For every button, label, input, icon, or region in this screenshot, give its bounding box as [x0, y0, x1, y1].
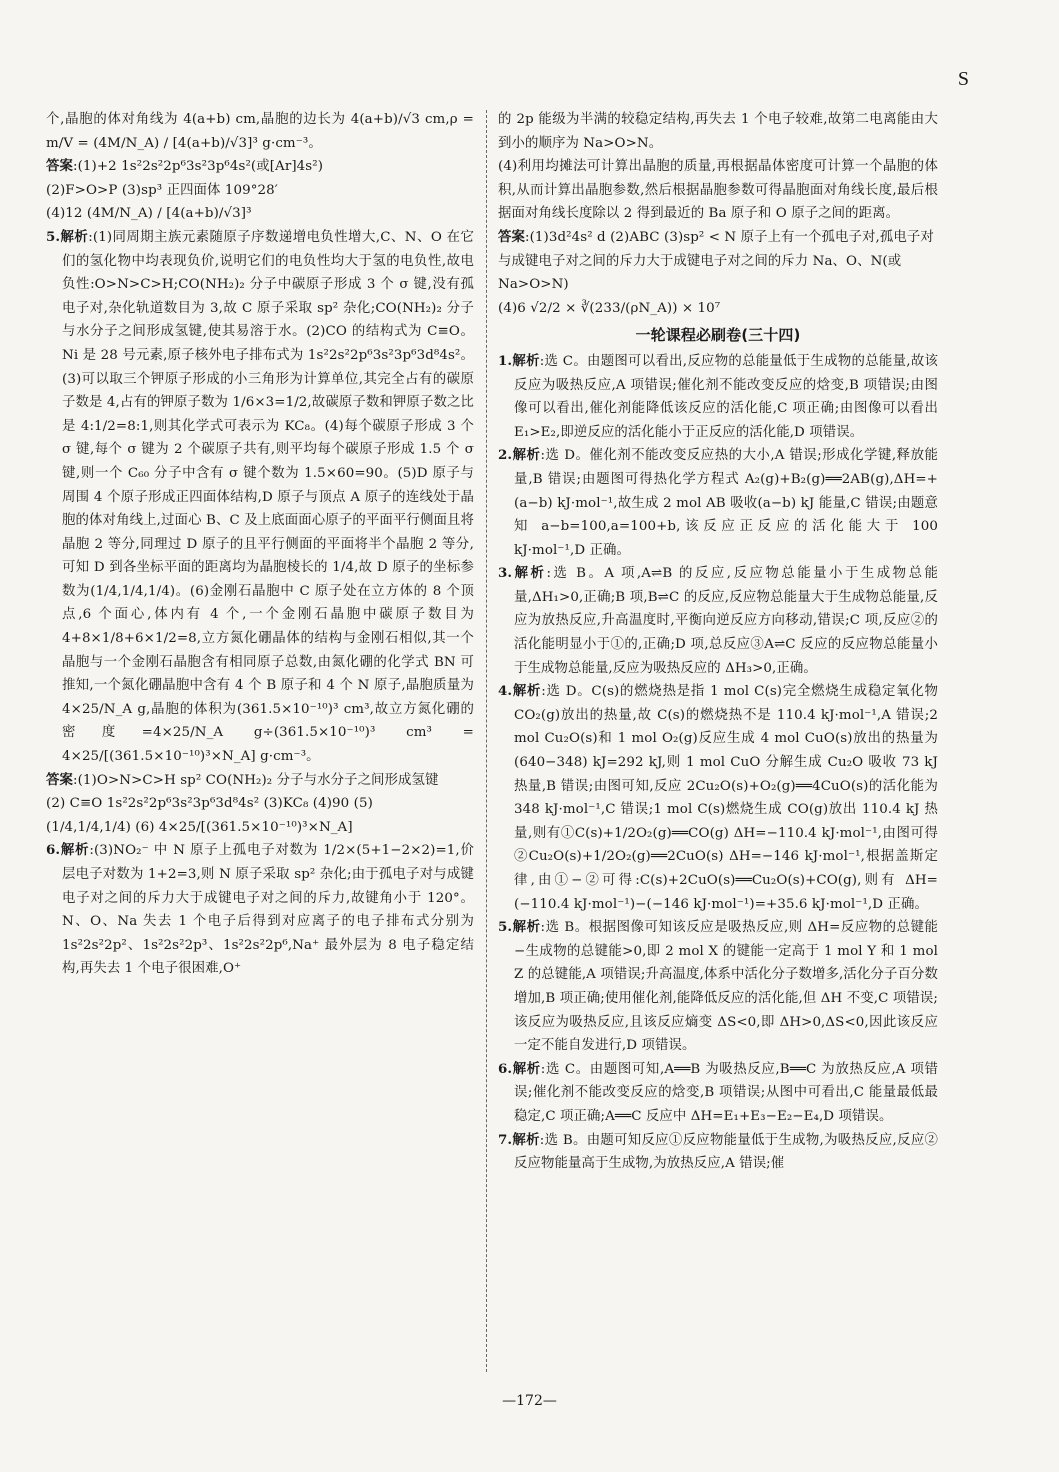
analysis-label: 解析 — [512, 352, 540, 369]
item-number: 2. — [498, 447, 513, 464]
analysis-label: 解析 — [60, 842, 90, 859]
analysis-label: 解析 — [512, 447, 541, 464]
answer-label: 答案 — [498, 228, 525, 245]
analysis-label: 解析 — [512, 1131, 540, 1148]
right-column — [498, 108, 938, 1176]
corner-mark: S — [957, 68, 969, 90]
left-column — [46, 108, 474, 981]
answer-line: :(1)O>N>C>H sp² CO(NH₂)₂ 分子与水分子之间形成氢键 — [72, 772, 439, 788]
analysis-text: :选 C。由题图可知,A══B 为吸热反应,B══C 为放热反应,A 项错误;催化剂不能改变反应的焓变,B 项错误;从图中可看出,C 能量最低最稳定,C 项正确;A══C 反应中 ΔH=E₁+E₃−E₂−E₄,D 项错误。 — [514, 1061, 938, 1124]
analysis-label: 解析 — [512, 683, 542, 700]
answer-block-4 — [46, 155, 474, 179]
item-number: 5. — [498, 919, 513, 936]
right-continuation-paragraph: 的 2p 能级为半满的较稳定结构,再失去 1 个电子较难,故第二电离能由大到小的顺序为 Na>O>N。 — [498, 112, 938, 151]
question-5-analysis — [46, 226, 474, 769]
analysis-list — [498, 350, 938, 1176]
section-title: 一轮课程必刷卷(三十四) — [635, 326, 801, 345]
answer-line-6b: (4)6 √2/2 × ∛(233/(ρN_A)) × 10⁷ — [498, 300, 721, 316]
answer-line-2: (2)F>O>P (3)sp³ 正四面体 109°28′ — [46, 182, 278, 198]
answer-line-5c: (1/4,1/4,1/4) (6) 4×25/[(361.5×10⁻¹⁰)³×N_A] — [46, 819, 353, 835]
item-number: 1. — [498, 352, 513, 369]
answer-line: :(1)+2 1s²2s²2p⁶3s²3p⁶4s²(或[Ar]4s²) — [72, 159, 324, 175]
item-number: 3. — [498, 565, 513, 582]
analysis-text: :(3)NO₂⁻ 中 N 原子上孤电子对数为 1/2×(5+1−2×2)=1,价层电子对数为 1+2=3,则 N 原子采取 sp² 杂化;由于孤电子对与成键电子对之间的斥力大于成键电子对之间的斥力,故键角小于 120°。N、O、Na 失去 1 个电子后得到对应离子的电子排布式分别为 1s²2s²2p²、1s²2s²2p³、1s²2s²2p⁶,Na⁺ 最外层为 8 电子稳定结构,再失去 1 个电子很困难,O⁺ — [62, 843, 474, 977]
analysis-item — [498, 916, 938, 1058]
analysis-text: :选 D。催化剂不能改变反应热的大小,A 错误;形成化学键,释放能量,B 错误;由题图可得热化学方程式 A₂(g)+B₂(g)══2AB(g),ΔH=+(a−b) kJ·mol⁻¹,故生成 2 mol AB 吸收(a−b) kJ 能量,C 错误;由题意知 a−b=100,a=100+b,该反应正反应的活化能大于 100 kJ·mol⁻¹,D 正确。 — [514, 448, 938, 558]
analysis-text: :选 C。由题图可以看出,反应物的总能量低于生成物的总能量,故该反应为吸热反应,A 项错误;催化剂不能改变反应的焓变,B 项错误;由图像可以看出,催化剂能降低该反应的活化能,C 项正确;由图像可以看出 E₁>E₂,即逆反应的活化能小于正反应的活化能,D 项错误。 — [514, 353, 938, 440]
analysis-item — [498, 444, 938, 562]
question-number: 6. — [46, 842, 61, 859]
left-intro-paragraph: 个,晶胞的体对角线为 4(a+b) cm,晶胞的边长为 4(a+b)/√3 cm,ρ = m/V = (4M/N_A) / [4(a+b)/√3]³ g·cm⁻³。 — [46, 112, 474, 151]
analysis-item — [498, 1058, 938, 1129]
answer-label: 答案 — [46, 158, 73, 175]
page-number: —172— — [502, 1393, 557, 1409]
answer-block-5 — [46, 769, 474, 793]
analysis-text: :(1)同周期主族元素随原子序数递增电负性增大,C、N、O 在它们的氢化物中均表现负价,说明它们的电负性均大于氢的电负性,故电负性:O>N>C>H;CO(NH₂)₂ 分子中碳原子形成 3 个 σ 键,没有孤电子对,杂化轨道数目为 3,故 C 原子采取 sp² 杂化;CO(NH₂)₂ 分子与水分子之间形成氢键,使其易溶于水。(2)CO 的结构式为 C≡O。Ni 是 28 号元素,原子核外电子排布式为 1s²2s²2p⁶3s²3p⁶3d⁸4s²。(3)可以取三个钾原子形成的小三角形为计算单位,其完全占有的碳原子数是 4,占有的钾原子数为 1/6×3=1/2,故碳原子数和钾原子数之比是 4:1/2=8:1,则其化学式可表示为 KC₈。(4)每个碳原子形成 3 个 σ 键,每个 σ 键为 2 个碳原子共有,则平均每个碳原子形成 1.5 个 σ 键,则一个 C₆₀ 分子中含有 σ 键个数为 1.5×60=90。(5)D 原子与周围 4 个原子形成正四面体结构,D 原子与顶点 A 原子的连线处于晶胞的体对角线上,过面心 B、C 及上底面面心原子的平面平行侧面且将晶胞 2 等分,同理过 D 原子的且平行侧面的平面将半个晶胞 2 等分,可知 D 到各坐标平面的距离均为晶胞棱长的 1/4,故 D 原子的坐标参数为(1/4,1/4,1/4)。(6)金刚石晶胞中 C 原子处在立方体的 8 个顶点,6 个面心,体内有 4 个,一个金刚石晶胞中碳原子数目为 4+8×1/8+6×1/2=8,立方氮化硼晶体的结构与金刚石相似,其一个晶胞与一个金刚石晶胞含有相同原子总数,由氮化硼的化学式 BN 可推知,一个氮化硼晶胞中含有 4 个 B 原子和 4 个 N 原子,晶胞质量为 4×25/N_A g,晶胞的体积为(361.5×10⁻¹⁰)³ cm³,故立方氮化硼的密度=4×25/N_A g÷(361.5×10⁻¹⁰)³ cm³ = 4×25/[(361.5×10⁻¹⁰)³×N_A] g·cm⁻³。 — [62, 229, 474, 765]
item-number: 4. — [498, 683, 513, 700]
analysis-item — [498, 680, 938, 916]
analysis-label: 解析 — [512, 1060, 541, 1077]
analysis-text: :选 B。A 项,A⇌B 的反应,反应物总能量小于生成物总能量,ΔH₁>0,正确;B 项,B⇌C 的反应,反应物总能量大于生成物总能量,反应为放热反应,升高温度时,平衡向逆反应方向移动,错误;C 项,反应②的活化能明显小于①的,正确;D 项,总反应③A⇌C 反应的反应物总能量小于生成物总能量,反应为吸热反应的 ΔH₃>0,正确。 — [514, 566, 938, 676]
answer-label: 答案 — [46, 771, 73, 788]
item-number: 6. — [498, 1060, 513, 1077]
analysis-text: :选 B。由题可知反应①反应物能量低于生成物,为吸热反应,反应②反应物能量高于生成物,为放热反应,A 错误;催 — [514, 1132, 939, 1172]
analysis-item — [498, 350, 938, 444]
answer-line: :(1)3d²4s² d (2)ABC (3)sp² < N 原子上有一个孤电子对,孤电子对与成键电子对之间的斥力大于成键电子对之间的斥力 Na、O、N(或 Na>O>N) — [498, 229, 934, 293]
analysis-text: :选 D。C(s)的燃烧热是指 1 mol C(s)完全燃烧生成稳定氧化物 CO₂(g)放出的热量,故 C(s)的燃烧热不是 110.4 kJ·mol⁻¹,A 错误;2 mol Cu₂O(s)和 1 mol O₂(g)反应生成 4 mol CuO(s)放出的热量为(640−348) kJ=292 kJ,则 1 mol CuO 分解生成 Cu₂O 吸收 73 kJ 热量,B 错误;由图可知,反应 2Cu₂O(s)+O₂(g)══4CuO(s)的活化能为 348 kJ·mol⁻¹,C 错误;1 mol C(s)燃烧生成 CO(g)放出 110.4 kJ 热量,则有①C(s)+1/2O₂(g)══CO(g) ΔH=−110.4 kJ·mol⁻¹,由图可得②Cu₂O(s)+1/2O₂(g)══2CuO(s) ΔH=−146 kJ·mol⁻¹,根据盖斯定律,由①−②可得:C(s)+2CuO(s)══Cu₂O(s)+CO(g),则有 ΔH=(−110.4 kJ·mol⁻¹)−(−146 kJ·mol⁻¹)=+35.6 kJ·mol⁻¹,D 正确。 — [514, 684, 938, 912]
analysis-label: 解析 — [512, 919, 541, 936]
answer-line-5b: (2) C≡O 1s²2s²2p⁶3s²3p⁶3d⁸4s² (3)KC₈ (4)90 (5) — [46, 796, 373, 812]
question-6-analysis — [46, 839, 474, 981]
analysis-item — [498, 562, 938, 680]
analysis-label: 解析 — [60, 228, 89, 245]
item-number: 7. — [498, 1131, 513, 1148]
answer-block-6 — [498, 226, 938, 297]
analysis-item — [498, 1129, 938, 1176]
right-paragraph-4: (4)利用均摊法可计算出晶胞的质量,再根据晶体密度可计算一个晶胞的体积,从而计算出晶胞参数,然后根据晶胞参数可得晶胞面对角线长度,最后根据面对角线长度除以 2 得到最近的 Ba 原子和 O 原子之间的距离。 — [498, 159, 938, 222]
analysis-label: 解析 — [512, 565, 547, 582]
question-number: 5. — [46, 228, 61, 245]
answer-line-3: (4)12 (4M/N_A) / [4(a+b)/√3]³ — [46, 206, 252, 222]
column-divider — [486, 110, 487, 1372]
analysis-text: :选 B。根据图像可知该反应是吸热反应,则 ΔH=反应物的总键能−生成物的总键能>0,即 2 mol X 的键能一定高于 1 mol Y 和 1 mol Z 的总键能,A 项错误;升高温度,体系中活化分子数增多,活化分子百分数增加,B 项正确;使用催化剂,能降低反应的活化能,但 ΔH 不变,C 项错误;该反应为吸热反应,且该反应熵变 ΔS<0,即 ΔH>0,ΔS<0,因此该反应一定不能自发进行,D 项错误。 — [514, 920, 939, 1054]
